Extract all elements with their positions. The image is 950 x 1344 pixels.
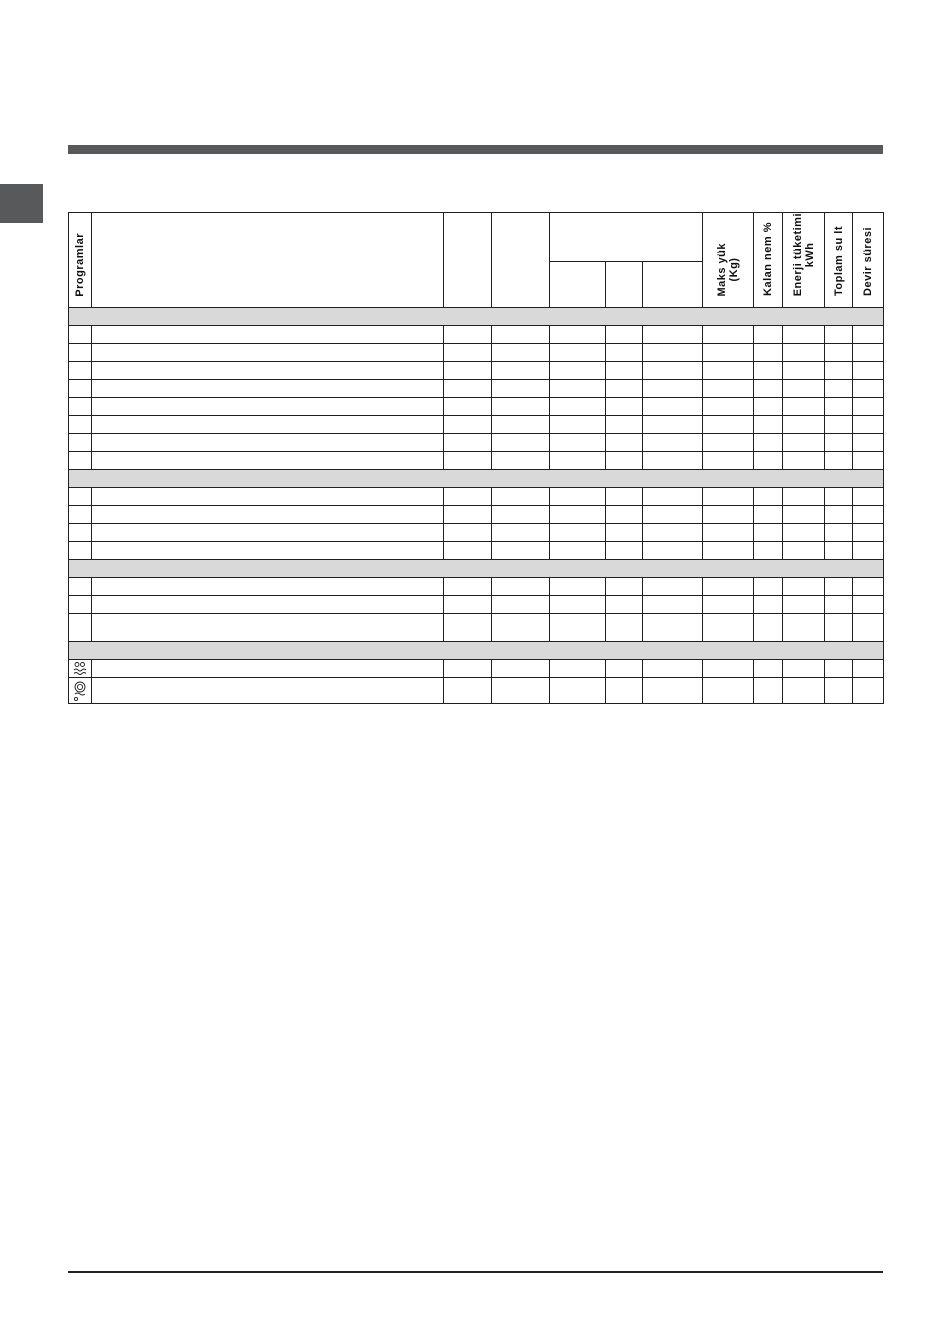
- table-row: [69, 434, 884, 452]
- header-cycle-time-label: Devir süresi: [862, 227, 875, 297]
- table-row: [69, 578, 884, 596]
- table-row: [69, 596, 884, 614]
- header-col-4: [492, 213, 550, 308]
- header-residual-moisture-label: Kalan nem %: [762, 222, 775, 297]
- rinse-icon: [69, 660, 92, 678]
- header-water: [825, 213, 853, 308]
- header-max-load: [703, 213, 754, 308]
- section-row: [69, 642, 884, 660]
- header-cycle-time: [853, 213, 884, 308]
- table-row: [69, 416, 884, 434]
- header-residual-moisture: [754, 213, 783, 308]
- table-row: [69, 524, 884, 542]
- table-row: [69, 452, 884, 470]
- top-header-bar: [68, 145, 883, 154]
- header-energy: [783, 213, 825, 308]
- section-row: [69, 308, 884, 326]
- table-row: [69, 488, 884, 506]
- header-programs: [69, 213, 92, 308]
- header-sub-1: [550, 262, 606, 308]
- table-row: [69, 542, 884, 560]
- header-max-load-label: Maks yük (Kg): [716, 242, 741, 297]
- programs-table: [68, 212, 884, 704]
- section-row: [69, 470, 884, 488]
- bottom-rule: [68, 1271, 883, 1273]
- language-side-tab: [0, 184, 43, 223]
- table-row: [69, 380, 884, 398]
- header-sub-2: [606, 262, 643, 308]
- spin-drain-icon: [69, 678, 92, 704]
- table-row: [69, 614, 884, 642]
- table-row: [69, 660, 884, 678]
- header-group: [550, 213, 703, 262]
- header-energy-label: Enerji tüketimi kWh: [791, 213, 816, 297]
- table-row: [69, 398, 884, 416]
- table-row: [69, 362, 884, 380]
- header-col-3: [444, 213, 492, 308]
- header-description: [92, 213, 444, 308]
- table-row: [69, 326, 884, 344]
- header-sub-3: [643, 262, 703, 308]
- table-row: [69, 506, 884, 524]
- header-water-label: Toplam su lt: [832, 226, 845, 297]
- section-row: [69, 560, 884, 578]
- header-programs-label: Programlar: [74, 232, 86, 297]
- table-row: [69, 678, 884, 704]
- table-row: [69, 344, 884, 362]
